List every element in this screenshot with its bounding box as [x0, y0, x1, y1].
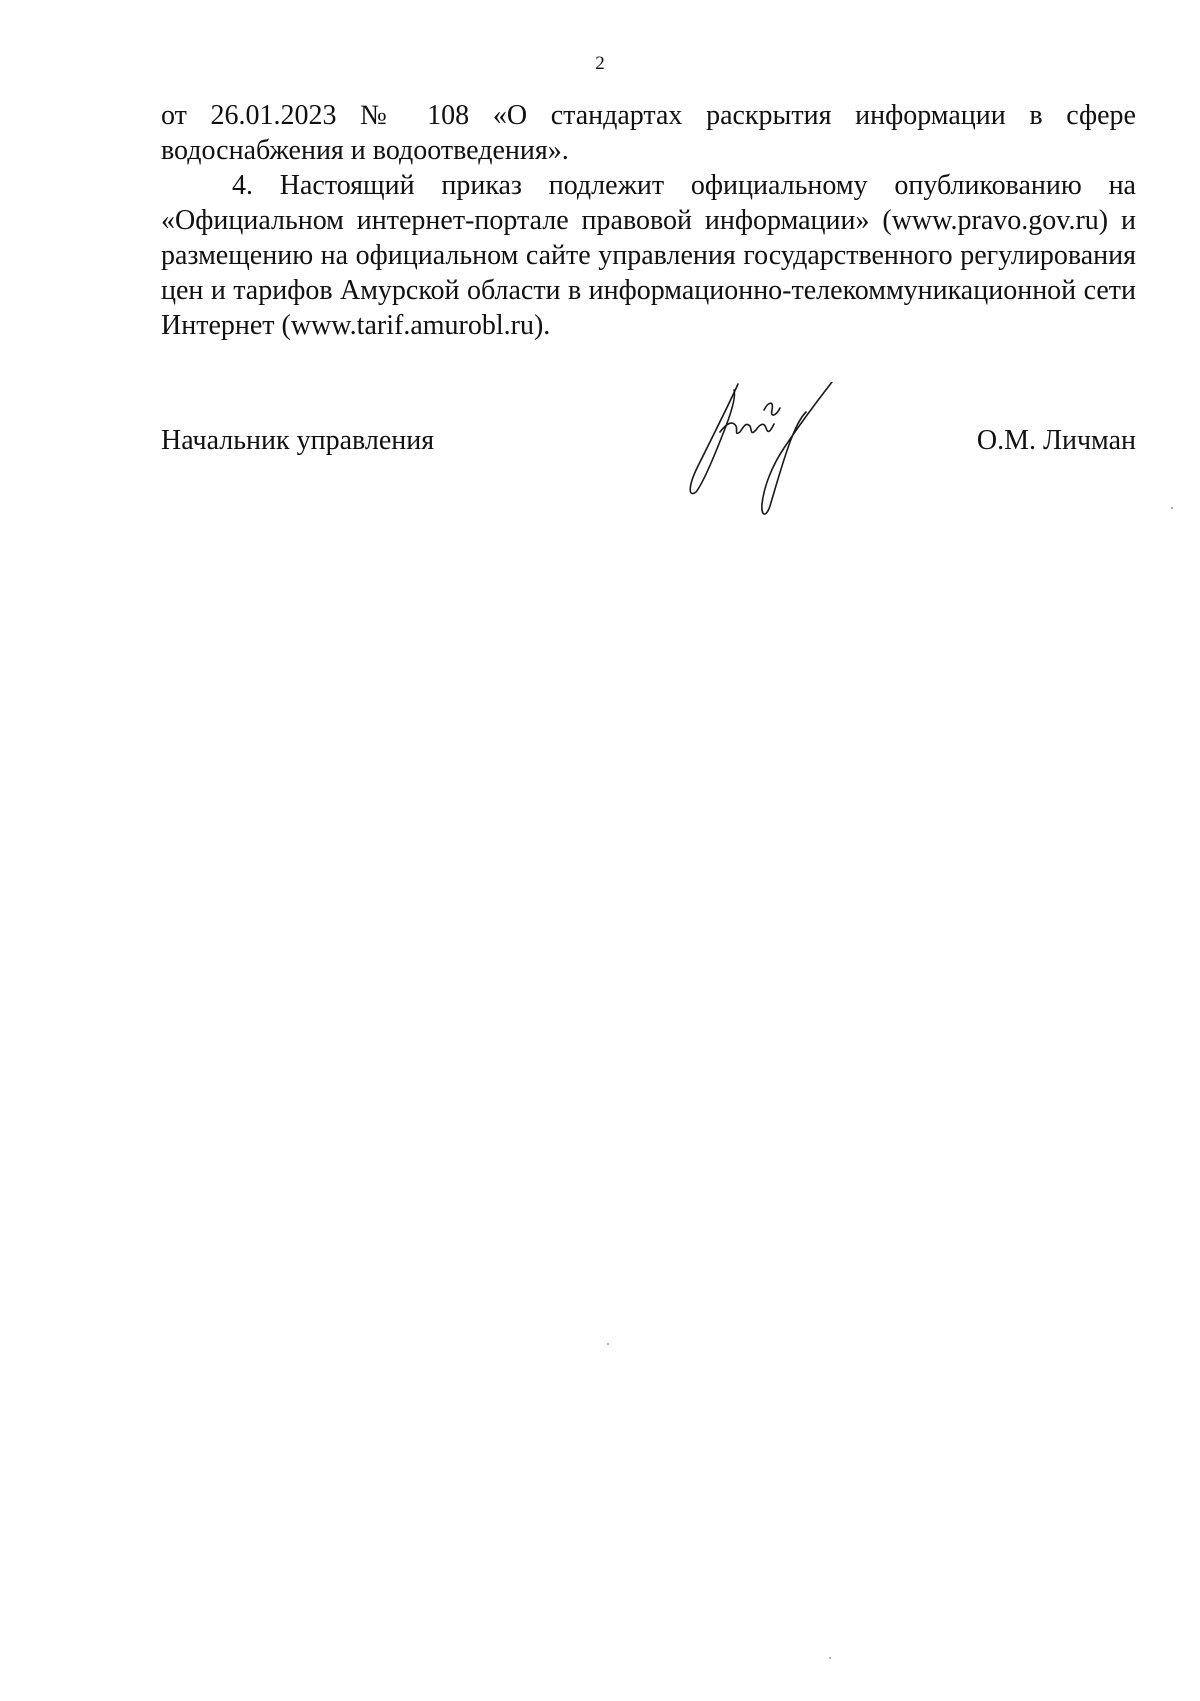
signatory-name: О.М. Личман: [976, 425, 1136, 456]
page-number: 2: [595, 53, 605, 74]
paragraph-item-4: 4. Настоящий приказ подлежит официальному опубликованию на «Официальном интернет-портале правовой информации» (www.pravo.gov.ru) и размещению на официальном сайте управления государственного регулирования цен и тарифов Амурской области в информационно-телекоммуникационной сети Интернет (www.tarif.amurobl.ru).: [161, 170, 1136, 341]
scan-speck: [1171, 507, 1173, 509]
scan-speck: [829, 1657, 831, 1659]
signatory-position: Начальник управления: [161, 425, 435, 456]
paragraph-continuation: от 26.01.2023 № 108 «О стандартах раскрытия информации в сфере водоснабжения и водоотведения».: [161, 100, 1136, 166]
signature-icon: [686, 382, 856, 522]
document-body: [161, 98, 1136, 343]
signature-block: [161, 423, 1136, 463]
scan-speck: [607, 1343, 609, 1345]
